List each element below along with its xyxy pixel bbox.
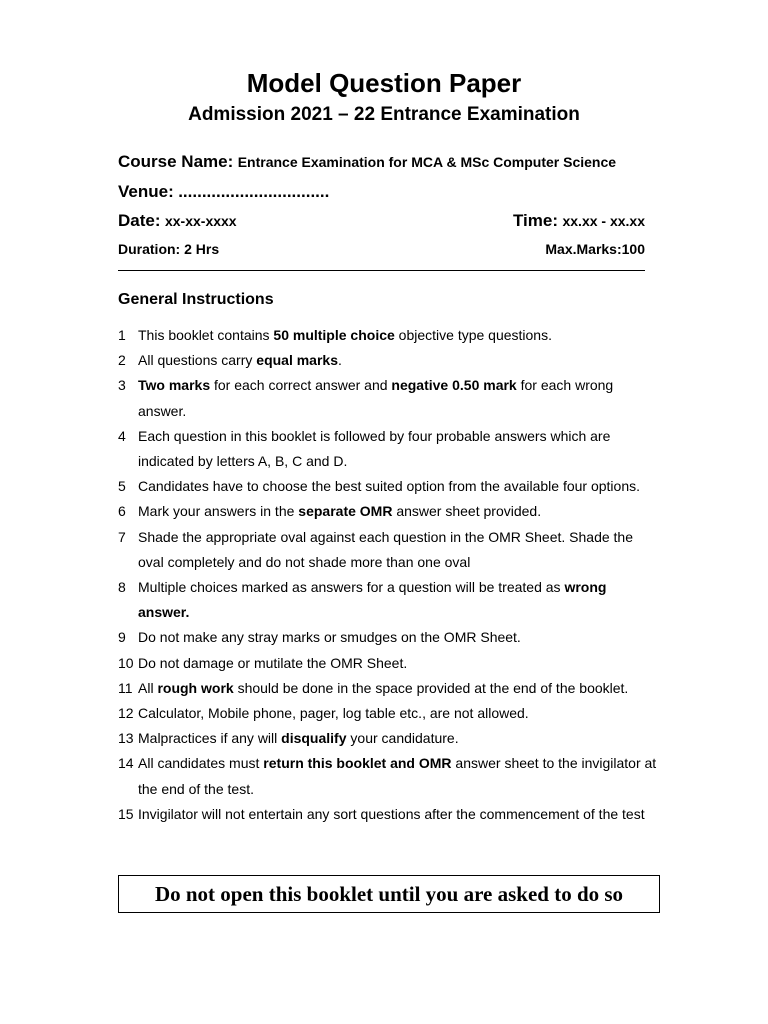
- instruction-fragment: .: [338, 352, 342, 369]
- divider: [118, 270, 645, 271]
- instruction-fragment: Shade the appropriate oval against each question in the OMR Sheet. Shade the oval completely and do not shade more than one oval: [138, 528, 634, 570]
- venue-row: [118, 181, 645, 204]
- instruction-fragment: Each question in this booklet is followed by four probable answers which are indicated by letters A, B, C and D.: [138, 427, 611, 470]
- instruction-fragment: for each correct answer and: [210, 377, 392, 394]
- instruction-fragment: All: [138, 679, 158, 696]
- instruction-number: 11: [118, 679, 133, 696]
- instruction-number: 6: [118, 503, 126, 520]
- instruction-item: [118, 575, 658, 625]
- instruction-fragment: Mark your answers in the: [138, 503, 299, 520]
- instruction-emphasis: Two marks: [138, 377, 211, 394]
- instruction-emphasis: equal marks: [256, 352, 338, 369]
- instruction-fragment: Candidates have to choose the best suited option from the available four options.: [138, 478, 640, 495]
- instruction-number: 12: [118, 705, 134, 722]
- instruction-item: [118, 474, 658, 499]
- instruction-emphasis: wrong answer.: [138, 579, 607, 621]
- instruction-number: 8: [118, 579, 126, 596]
- instruction-fragment: objective type questions.: [394, 327, 552, 343]
- instruction-number: 2: [118, 352, 126, 369]
- instruction-item: [118, 802, 658, 827]
- instruction-fragment: All candidates must: [138, 755, 264, 772]
- instruction-fragment: should be done in the space provided at the end of the booklet.: [233, 679, 629, 696]
- instruction-text: [138, 651, 658, 676]
- instruction-fragment: answer sheet provided.: [392, 503, 542, 520]
- instruction-text: [138, 575, 658, 625]
- instruction-fragment: All questions carry: [138, 352, 257, 369]
- instruction-item: [118, 525, 658, 575]
- instruction-item: [118, 726, 658, 751]
- instruction-emphasis: 50 multiple choice: [273, 327, 395, 343]
- instruction-fragment: Calculator, Mobile phone, pager, log table etc., are not allowed.: [138, 705, 529, 722]
- instruction-text: [138, 474, 658, 499]
- instruction-number: 7: [118, 528, 126, 545]
- instruction-fragment: for each wrong answer.: [138, 377, 614, 419]
- duration-row: [118, 239, 645, 259]
- instructions-heading: General Instructions: [118, 291, 274, 308]
- time-label: Time:: [512, 211, 559, 230]
- instruction-text: [138, 499, 658, 524]
- instruction-number: 4: [118, 427, 126, 444]
- instruction-emphasis: separate OMR: [298, 503, 393, 520]
- instruction-number: 15: [118, 805, 134, 822]
- instruction-text: [138, 802, 658, 827]
- date-time-row: [118, 210, 645, 233]
- instruction-number: 14: [118, 755, 134, 772]
- instruction-text: [138, 625, 658, 650]
- instruction-item: [118, 373, 658, 423]
- instruction-number: 13: [118, 730, 134, 747]
- instruction-fragment: answer sheet to the invigilator at the end of the test.: [138, 755, 657, 797]
- instruction-item: [118, 651, 658, 676]
- instruction-emphasis: rough work: [157, 679, 234, 696]
- instruction-text: [138, 676, 658, 701]
- date-value: xx-xx-xxxx: [164, 213, 237, 229]
- instruction-fragment: Do not damage or mutilate the OMR Sheet.: [138, 654, 408, 671]
- instruction-text: [138, 751, 658, 801]
- instruction-number: 5: [118, 478, 126, 495]
- course-label: Course Name:: [118, 152, 234, 171]
- venue-value: ................................: [178, 182, 330, 201]
- course-value: Entrance Examination for MCA & MSc Computer Science: [237, 154, 617, 170]
- instruction-item: [118, 323, 658, 348]
- instruction-fragment: Malpractices if any will: [138, 730, 282, 747]
- date-label: Date:: [118, 211, 161, 230]
- instruction-text: [138, 373, 658, 423]
- instruction-item: [118, 701, 658, 726]
- instruction-fragment: This booklet contains: [138, 327, 274, 343]
- instruction-item: [118, 424, 658, 474]
- instruction-text: [138, 424, 658, 474]
- instruction-item: [118, 625, 658, 650]
- instruction-number: 3: [118, 377, 126, 394]
- instruction-item: [118, 676, 658, 701]
- duration-text: Duration: 2 Hrs: [118, 241, 220, 257]
- instruction-fragment: Invigilator will not entertain any sort questions after the commencement of the test: [138, 805, 645, 822]
- venue-label: Venue:: [118, 182, 174, 201]
- page-title: Model Question Paper: [246, 68, 522, 98]
- instructions-list: [118, 323, 658, 827]
- instruction-text: [138, 726, 658, 751]
- max-marks-text: Max.Marks:100: [545, 241, 645, 257]
- instruction-text: [138, 701, 658, 726]
- instruction-number: 10: [118, 654, 134, 671]
- instruction-emphasis: disqualify: [281, 730, 347, 747]
- instruction-number: 1: [118, 327, 126, 343]
- instruction-item: [118, 499, 658, 524]
- instruction-number: 9: [118, 629, 126, 646]
- instruction-emphasis: return this booklet and OMR: [263, 755, 452, 772]
- instruction-fragment: Do not make any stray marks or smudges on the OMR Sheet.: [138, 629, 521, 646]
- page-subtitle: Admission 2021 – 22 Entrance Examination: [188, 104, 580, 125]
- instruction-text: [138, 348, 658, 373]
- instruction-text: [138, 525, 658, 575]
- time-block: [513, 210, 645, 233]
- instruction-item: [118, 751, 658, 801]
- notice-box: Do not open this booklet until you are asked to do so: [118, 875, 660, 913]
- instruction-text: [138, 323, 658, 348]
- instruction-fragment: Multiple choices marked as answers for a question will be treated as: [138, 579, 565, 596]
- time-value: xx.xx - xx.xx: [562, 213, 645, 229]
- instruction-fragment: your candidature.: [346, 730, 459, 747]
- course-row: [118, 151, 645, 174]
- instruction-item: [118, 348, 658, 373]
- instruction-emphasis: negative 0.50 mark: [391, 377, 517, 394]
